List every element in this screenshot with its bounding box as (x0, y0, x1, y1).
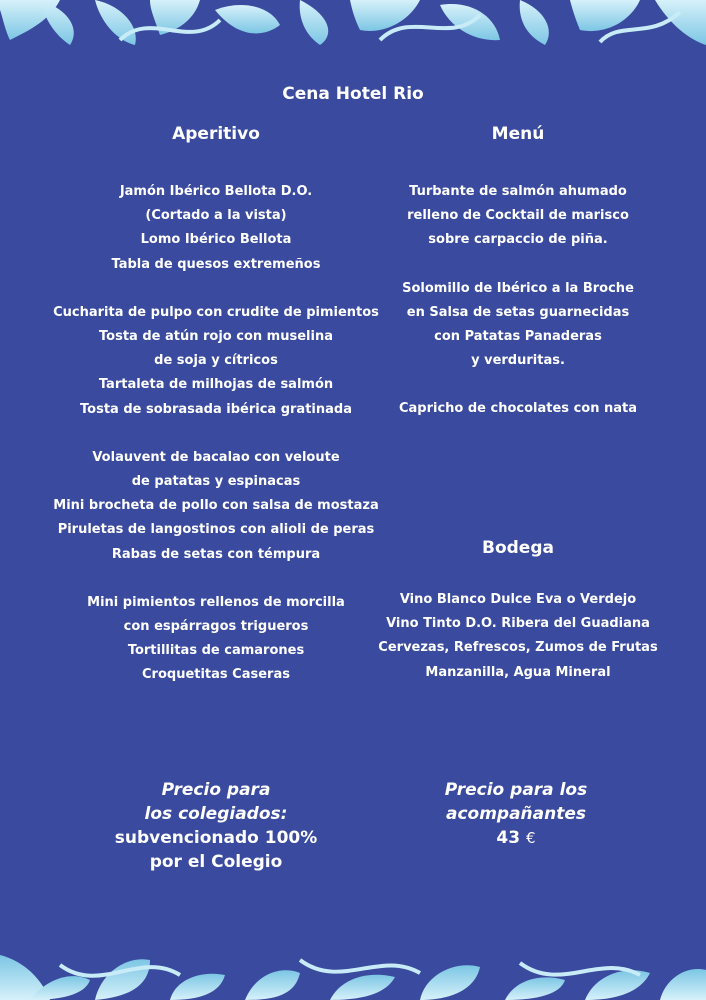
list-item: Mini brocheta de pollo con salsa de mostaza (53, 498, 379, 514)
list-item: Tosta de sobrasada ibérica gratinada (80, 401, 352, 417)
list-item: Croquetitas Caseras (142, 667, 290, 683)
list-item: en Salsa de setas guarnecidas (406, 304, 630, 320)
list-item: Tartaleta de milhojas de salmón (98, 377, 334, 393)
floral-ornament-icon (0, 0, 706, 50)
menu-group-main (370, 277, 666, 374)
price-value: por el Colegio (149, 852, 283, 872)
list-item: Rabas de setas con témpura (111, 546, 321, 562)
menu-group-dessert (370, 397, 666, 421)
list-item: (Cortado a la vista) (145, 208, 287, 224)
price-label: acompañantes (445, 804, 587, 824)
aperitivo-column (28, 124, 404, 688)
list-item: y verduritas. (471, 353, 565, 369)
list-item: Mini pimientos rellenos de morcilla (87, 594, 345, 610)
list-item: Solomillo de Ibérico a la Broche (402, 280, 634, 296)
list-item: relleno de Cocktail de marisco (407, 208, 629, 224)
price-amount: 43 (496, 828, 521, 848)
bottom-ornament-border (0, 945, 706, 1000)
list-item: de patatas y espinacas (131, 474, 301, 490)
list-item: Tosta de atún rojo con muselina (99, 329, 333, 345)
price-acompanantes (366, 778, 666, 850)
list-item: Jamón Ibérico Bellota D.O. (119, 184, 313, 199)
list-item: Vino Blanco Dulce Eva o Verdejo (399, 592, 637, 607)
list-item: con espárragos trigueros (123, 619, 309, 635)
list-item: Vino Tinto D.O. Ribera del Guadiana (386, 616, 650, 632)
list-item: Piruletas de langostinos con alioli de peras (57, 522, 375, 538)
list-item: Turbante de salmón ahumado (409, 184, 627, 199)
list-item: Volauvent de bacalao con veloute (92, 449, 340, 465)
list-item: sobre carpaccio de piña. (428, 232, 608, 248)
bodega-section (370, 538, 666, 685)
menu-column (370, 124, 666, 422)
list-item: Tortillitas de camarones (127, 643, 305, 659)
aperitivo-group-2 (28, 301, 404, 422)
list-item: Cucharita de pulpo con crudite de pimientos (53, 304, 379, 320)
page-title: Cena Hotel Rio (282, 84, 424, 104)
list-item: Cervezas, Refrescos, Zumos de Frutas (378, 640, 658, 656)
price-value: subvencionado 100% (114, 828, 318, 848)
menu-heading: Menú (491, 124, 545, 144)
top-ornament-border (0, 0, 706, 50)
list-item: de soja y cítricos (154, 353, 278, 369)
list-item: Manzanilla, Agua Mineral (425, 664, 611, 680)
price-value (366, 826, 666, 850)
aperitivo-heading: Aperitivo (172, 124, 260, 144)
list-item: Lomo Ibérico Bellota (140, 232, 292, 248)
list-item: Tabla de quesos extremeños (111, 256, 321, 272)
menu-group-starter (370, 180, 666, 253)
list-item: con Patatas Panaderas (434, 329, 602, 345)
price-label: Precio para los (444, 780, 588, 800)
bodega-heading: Bodega (482, 538, 554, 558)
aperitivo-group-1 (28, 180, 404, 277)
price-label: los colegiados: (144, 804, 288, 824)
price-label: Precio para (161, 780, 271, 800)
aperitivo-group-4 (28, 591, 404, 688)
aperitivo-group-3 (28, 446, 404, 567)
currency-symbol: € (526, 829, 536, 847)
list-item: Capricho de chocolates con nata (398, 401, 638, 417)
floral-ornament-icon (0, 945, 706, 1000)
price-colegiados (66, 778, 366, 874)
